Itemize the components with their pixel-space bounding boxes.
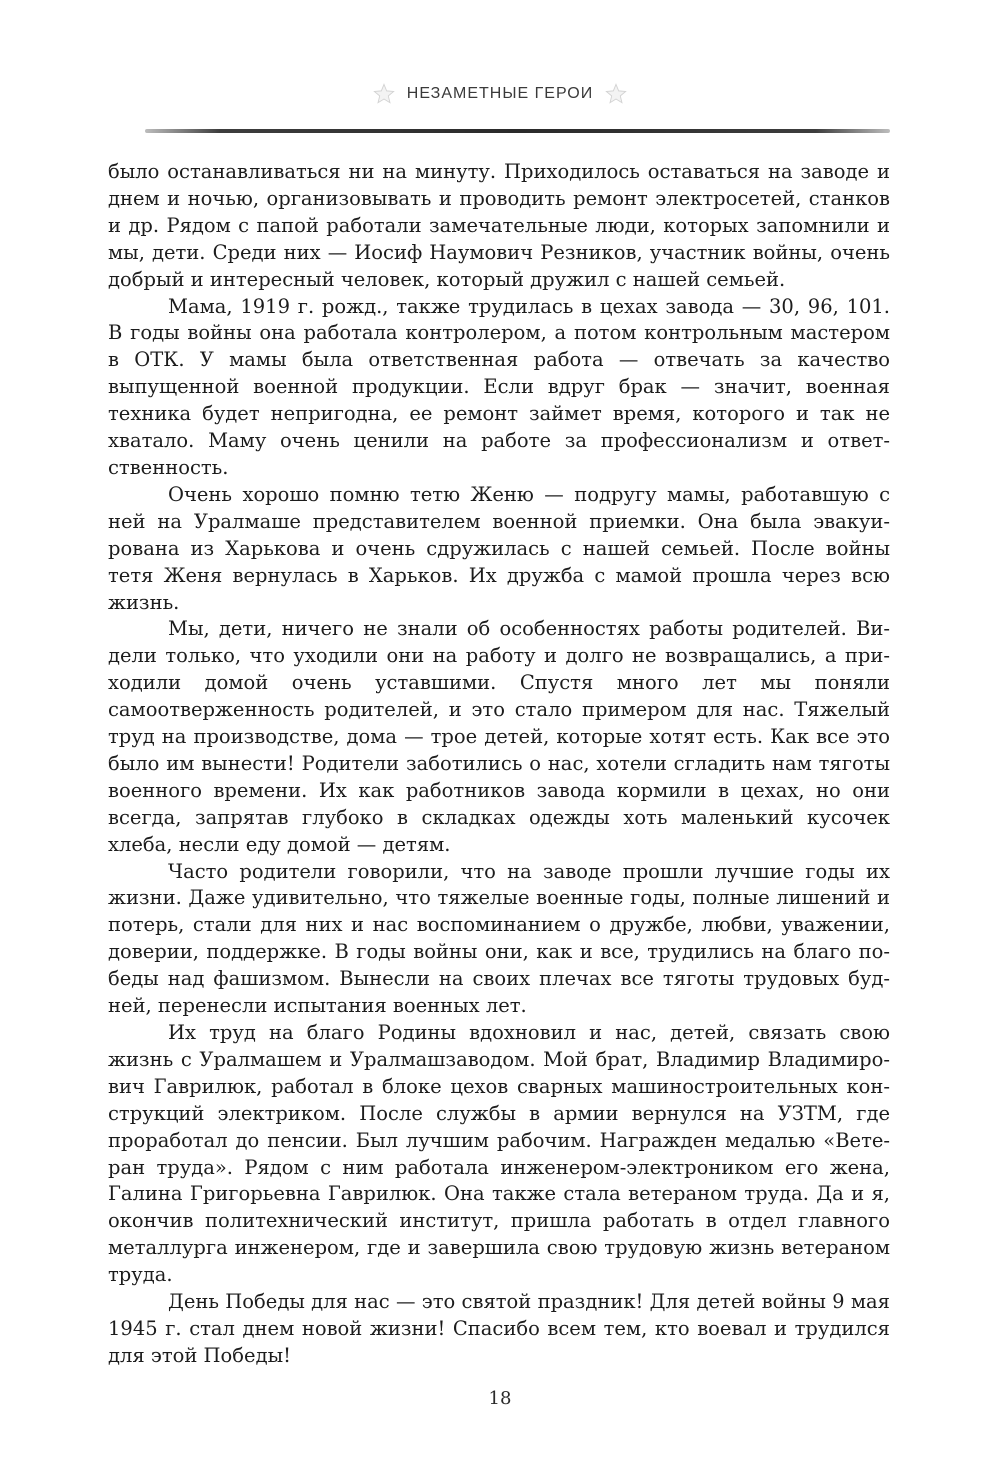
paragraph: День Победы для нас — это святой праздник! Для детей войны 9 мая 1945 г. стал днем новой жизни! Спасибо всем тем, кто воевал и трудился для этой Победы! <box>108 1290 890 1367</box>
paragraph: Часто родители говорили, что на заводе прошли лучшие годы их жизни. Даже удивительно, что тяжелые военные годы, полные лишений и потерь, стали для них и нас воспоминанием о дружбе, любви, уважении, доверии, поддержке. В годы войны они, как и все, трудились на благо победы над фашизмом. Вынесли на своих плечах все тяготы трудовых будней, перенесли испытания военных лет. <box>108 859 890 1018</box>
star-icon <box>373 83 395 105</box>
star-icon <box>605 83 627 105</box>
paragraph: Мама, 1919 г. рожд., также трудилась в цехах завода — 30, 96, 101. В годы войны она работала контролером, а потом контрольным мастером в ОТК. У мамы была ответственная работа — отвечать за качество выпущенной военной продукции. Если вдруг брак — значит, военная техника будет непригодна, ее ремонт займет время, которого и так не хватало. Маму очень ценили на работе за профессионализм и ответственность. <box>108 294 890 479</box>
paragraph: Очень хорошо помню тетю Женю — подругу мамы, работавшую с ней на Уралмаше представителем военной приемки. Она была эвакуирована из Харькова и очень сдружилась с нашей семьей. После войны тетя Женя вернулась в Харьков. Их дружба с мамой прошла через всю жизнь. <box>108 482 890 614</box>
body-text <box>108 159 890 1370</box>
page-number: 18 <box>488 1388 512 1409</box>
paragraph: Мы, дети, ничего не знали об особенностях работы родителей. Видели только, что уходили они на работу и долго не возвращались, а приходили домой очень уставшими. Спустя много лет мы поняли самоотверженность родителей, и это стало примером для нас. Тяжелый труд на производстве, дома — трое детей, которые хотят есть. Как все это было им вынести! Родители заботились о нас, хотели сгладить нам тяготы военного времени. Их как работников завода кормили в цехах, но они всегда, запрятав глубоко в складках одежды хоть маленький кусочек хлеба, несли еду домой — детям. <box>108 617 890 856</box>
paragraph: Их труд на благо Родины вдохновил и нас, детей, связать свою жизнь с Уралмашем и Уралмашзаводом. Мой брат, Владимир Владимирович Гаврилюк, работал в блоке цехов сварных машиностроительных конструкций электриком. После службы в армии вернулся на УЗТМ, где проработал до пенсии. Был лучшим рабочим. Награжден медалью «Ветеран труда». Рядом с ним работала инженером-электроником его жена, Галина Григорьевна Гаврилюк. Она также стала ветераном труда. Да и я, окончив политехнический институт, пришла работать в отдел главного металлурга инженером, где и завершила свою трудовую жизнь ветераном труда. <box>108 1021 890 1287</box>
header-rule <box>145 129 890 133</box>
paragraph: было останавливаться ни на минуту. Приходилось оставаться на заводе и днем и ночью, организовывать и проводить ремонт электросетей, станков и др. Рядом с папой работали замечательные люди, которых запомнили и мы, дети. Среди них — Иосиф Наумович Резников, участник войны, очень добрый и интересный человек, который дружил с нашей семьей. <box>108 160 890 291</box>
running-header-title: НЕЗАМЕТНЫЕ ГЕРОИ <box>406 85 594 102</box>
running-header <box>0 74 1000 114</box>
